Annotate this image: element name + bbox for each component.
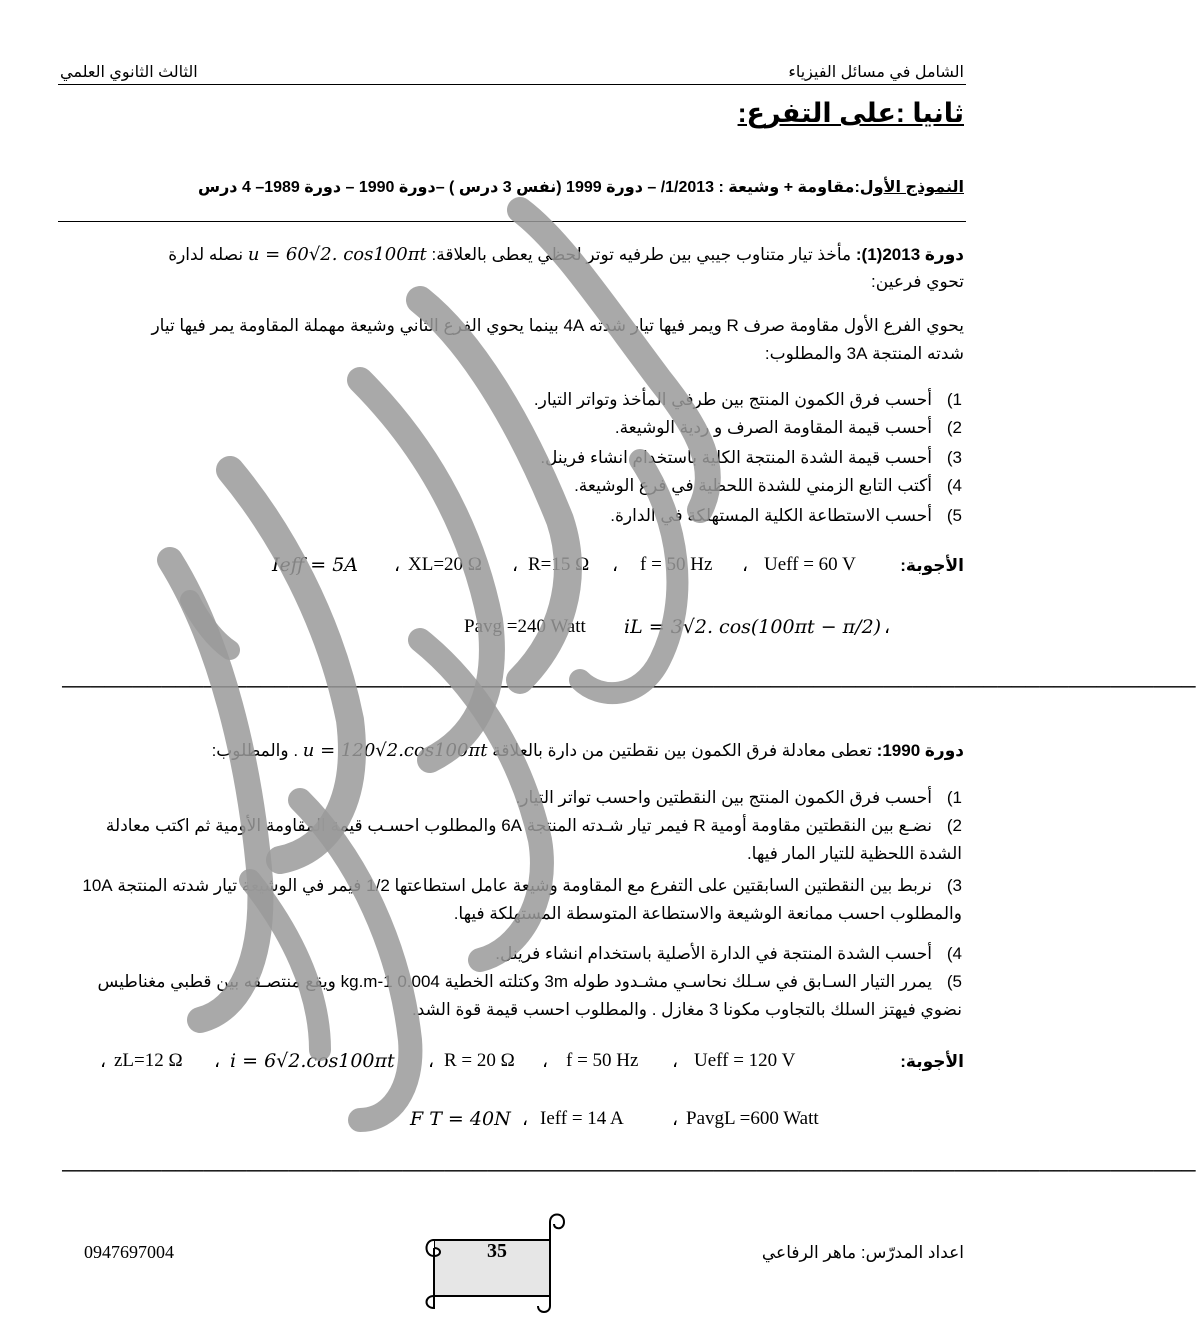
problem2-line1-tail: . والمطلوب: [211,741,299,760]
question-text: أكتب التابع الزمني للشدة اللحظية في فرع الوشيعة. [574,476,932,495]
header-book-title: الشامل في مسائل الفيزياء [788,64,964,81]
p2-ans-sep1: ، [672,1051,679,1072]
problem1-line1-tail: نصله لدارة [168,245,244,264]
separator-dashes-2: ──────────────────────────────────────────────────────────────────────────────── [62,1160,1196,1182]
question-text: أحسب قيمة الشدة المنتجة الكلية باستخدام انشاء فرينل. [540,448,932,467]
problem2-line1-text: تعطى معادلة فرق الكمون بين نقطتين من دارة بالعلاقة [492,741,872,760]
question-text: يمرر التيار السـابق في سـلك نحاسـي مشـدود طوله 3m وكتلته الخطية 0.004 kg.m-1 ويقع منتصـفه بين قطبي مغناطيس نضوي فيهتز السلك بالتجاوب مكونا 3 مغازل . والمطلوب احسب قيمة قوة الشد. [97,972,962,1019]
question-number: 3) [946,448,962,467]
problem2-question-1 [60,784,962,812]
question-text: أحسب فرق الكمون المنتج بين طرفي المأخذ وتواتر التيار. [533,390,932,409]
page-number: 35 [487,1240,507,1262]
problem1-question-3 [60,444,962,472]
problem1-formula: u = 60√2. cos100πt [247,244,427,265]
question-number: 2) [946,816,962,835]
question-text: أحسب الاستطاعة الكلية المستهلكة في الدارة. [610,506,932,525]
question-text: أحسب الشدة المنتجة في الدارة الأصلية باستخدام انشاء فرينل. [495,944,932,963]
problem1-tag: دورة 2013(1): [855,245,964,264]
p2-ans-zl: zL=12 Ω [114,1050,183,1071]
p2-ans-sep3: ، [428,1051,435,1072]
problem1-line1 [168,244,964,265]
problem2-line1 [212,740,964,761]
question-number: 1) [946,788,962,807]
question-number: 5) [946,506,962,525]
p2-ans-ft: F T = 40N [410,1108,511,1130]
model-label: النموذج الأول [859,179,964,196]
p2-ans-ueff: Ueff = 120 V [694,1050,796,1071]
p1-ans-ieff: Ieff = 5A [272,554,359,576]
model-text: :مقاومة + وشيعة : 1/2013/ – دورة 1999 (نفس 3 درس ) –دورة 1990 – دورة 1989– 4 درس [198,179,860,196]
p2-ans-r: R = 20 Ω [444,1050,515,1071]
problem1-line2: تحوي فرعين: [871,272,964,291]
p2-ans-f: f = 50 Hz [566,1050,639,1071]
question-number: 4) [946,476,962,495]
page-scroll-icon [422,1208,572,1318]
p1-ans-pavg: Pavg =240 Watt [464,616,586,637]
p2-ans-sep2: ، [542,1051,549,1072]
p1-ans-sep4: ، [394,555,401,576]
footer-author: اعداد المدرّس: ماهر الرفاعي [761,1243,964,1262]
question-number: 5) [946,972,962,991]
problem1-question-5 [60,502,962,530]
question-number: 2) [946,418,962,437]
question-number: 4) [946,944,962,963]
p1-ans-il: iL = 3√2. cos(100πt − π/2) [624,616,882,638]
header-rule [58,84,966,85]
problem2-question-4 [60,940,962,968]
problem2-question-3 [60,872,962,928]
p2-ans-sep4: ، [214,1051,221,1072]
p2-ans-pavgl: PavgL =600 Watt [686,1108,819,1129]
problem2-answer-label: الأجوبة: [900,1052,964,1071]
p2-ans-ieff: Ieff = 14 A [540,1108,624,1129]
model-line [198,177,964,197]
problem1-para-line2: شدته المنتجة 3A والمطلوب: [764,344,964,363]
p1-ans-sep1: ، [742,555,749,576]
p2-ans-sep7: ، [522,1109,529,1130]
problem2-question-5 [60,968,962,1024]
separator-dashes-1: ──────────────────────────────────────────────────────────────────────────────── [62,676,1196,698]
question-text: نضـع بين النقطتين مقاومة أومية R فيمر تيار شـدته المنتجة 6A والمطلوب احسـب قيمة المقاومة الأومية ثم اكتب معادلة الشدة اللحظية للتيار المار فيها. [105,816,962,863]
p2-ans-sep5: ، [100,1051,107,1072]
p1-ans-f: f = 50 Hz [640,554,713,575]
header-grade: الثالث الثانوي العلمي [60,64,198,81]
p1-ans-sep3: ، [512,555,519,576]
model-rule [58,221,966,222]
problem1-answer-label: الأجوبة: [900,556,964,575]
problem1-question-1 [60,386,962,414]
p2-ans-sep6: ، [672,1109,679,1130]
p2-ans-i: i = 6√2.cos100πt [230,1050,395,1072]
problem2-question-2 [60,812,962,868]
problem1-question-4 [60,472,962,500]
p1-ans-r: R=15 Ω [528,554,590,575]
p1-ans-ueff: Ueff = 60 V [764,554,856,575]
p1-ans-xl: XL=20 Ω [408,554,482,575]
question-text: أحسب قيمة المقاومة الصرف و ردية الوشيعة. [614,418,932,437]
question-text: نربط بين النقطتين السابقتين على التفرع مع المقاومة وشيعة عامل استطاعتها 1/2 فيمر في الوشيعة تيار شدته المنتجة 10A والمطلوب احسب ممانعة الوشيعة والاستطاعة المتوسطة المستهلكة فيها. [82,876,962,923]
problem1-question-2 [60,414,962,442]
p1-ans-sep5: ، [884,617,891,638]
section-title: ثانيا :على التفرع: [737,98,964,128]
footer-phone: 0947697004 [84,1242,174,1262]
question-number: 3) [946,876,962,895]
question-number: 1) [946,390,962,409]
problem2-formula: u = 120√2.cos100πt [302,740,488,761]
problem2-tag: دورة 1990: [876,741,964,760]
question-text: أحسب فرق الكمون المنتج بين النقطتين واحسب تواتر التيار. [515,788,932,807]
problem1-para-line1: يحوي الفرع الأول مقاومة صرف R ويمر فيها تيار شدته 4A بينما يحوي الفرع الثاني وشيعة مهملة المقاومة يمر فيها تيار [151,316,964,335]
problem1-line1-text: مأخذ تيار متناوب جيبي بين طرفيه توتر لحظي يعطى بالعلاقة: [431,245,852,264]
p1-ans-sep2: ، [612,555,619,576]
